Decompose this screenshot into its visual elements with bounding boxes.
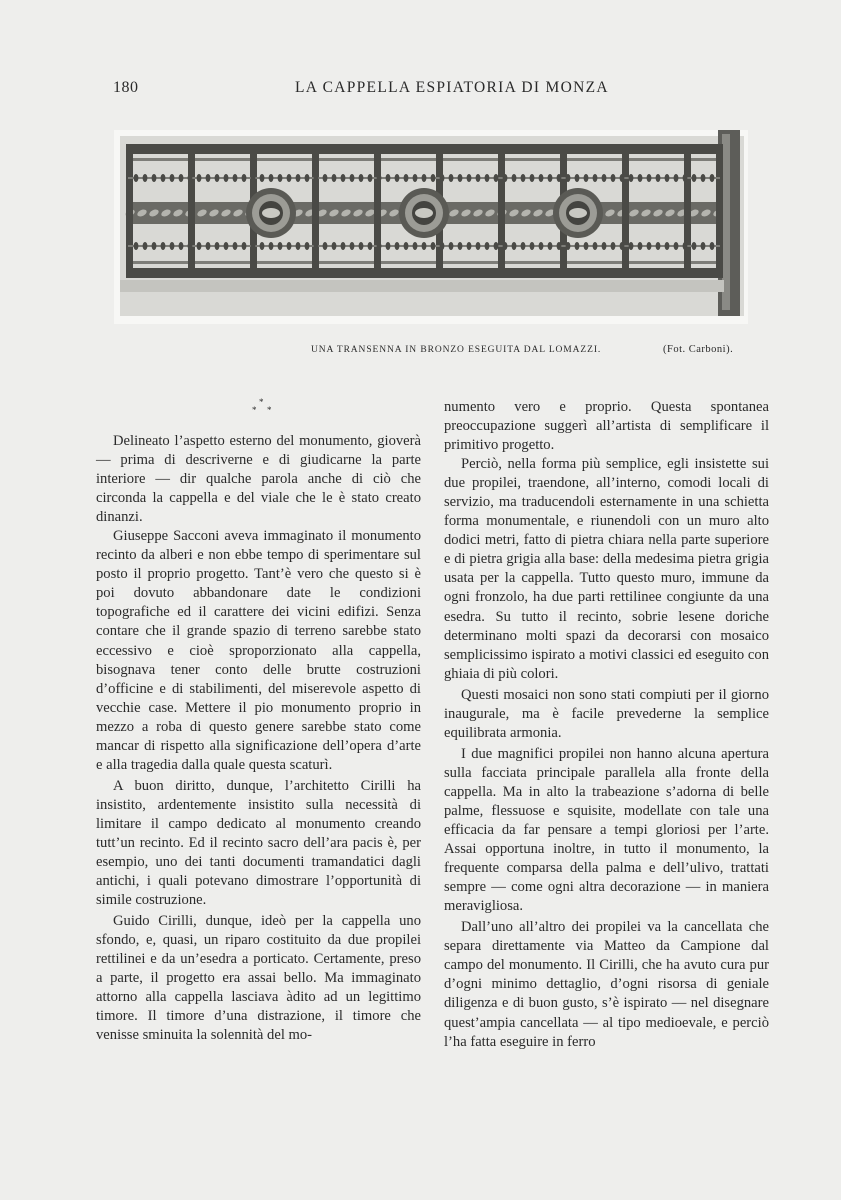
- page-number: 180: [113, 79, 139, 96]
- bead: [638, 242, 643, 250]
- bead: [701, 242, 706, 250]
- paragraph: Guido Cirilli, dunque, ideò per la cappella uno sfondo, e, quasi, un riparo costituito da due propilei rettilinei e da un’esedra a porticato. Certamente, preso a parte, il progetto era assai bello. Ma immaginato attorno alla cappella lasciava àdito ad un legittimo timore. Il timore d’una distrazione, il timore che venisse sminuita la solennità del mo-: [96, 913, 421, 1044]
- paragraph: I due magnifici propilei non hanno alcuna apertura sulla facciata principale parallela alla fronte della cappella. Ma in alto la trabeazione s’adorna di belle palme, flessuose e squisite, modellate con tale una efficacia da far pensare a tempi gloriosi per l’arte. Assai opportuna inoltre, in tutto il monumento, la frequente comparsa della palma e dell’ulivo, trattati sempre — come ogni altra decorazione — in maniera meravigliosa.: [444, 745, 769, 915]
- bead: [233, 242, 238, 250]
- bead: [341, 174, 346, 182]
- bead: [647, 174, 652, 182]
- bead: [629, 174, 634, 182]
- bead: [503, 174, 508, 182]
- bead: [197, 242, 202, 250]
- bead: [206, 174, 211, 182]
- bead: [476, 174, 481, 182]
- bead: [611, 242, 616, 250]
- medallion-cartouche: [262, 208, 280, 218]
- bead: [377, 242, 382, 250]
- bead: [323, 242, 328, 250]
- bead: [530, 174, 535, 182]
- bead: [566, 174, 571, 182]
- bead: [152, 174, 157, 182]
- bead: [638, 174, 643, 182]
- bottom-rail: [126, 268, 722, 278]
- bead: [251, 242, 256, 250]
- bead: [341, 242, 346, 250]
- bead: [197, 174, 202, 182]
- floor-step: [120, 280, 724, 292]
- bead: [674, 174, 679, 182]
- bead: [305, 174, 310, 182]
- bead: [215, 242, 220, 250]
- bead: [521, 242, 526, 250]
- bronze-screen-photograph: [114, 130, 748, 324]
- bead: [224, 242, 229, 250]
- bead: [170, 242, 175, 250]
- bead: [179, 242, 184, 250]
- bead: [692, 174, 697, 182]
- grille-post: [622, 144, 629, 278]
- bead: [242, 174, 247, 182]
- bead: [710, 242, 715, 250]
- bead: [494, 174, 499, 182]
- bead: [584, 174, 589, 182]
- bead: [512, 174, 517, 182]
- bead: [692, 242, 697, 250]
- bead: [485, 242, 490, 250]
- paragraph: Dall’uno all’altro dei propilei va la cancellata che separa direttamente via Matteo da Campione dal campo del monumento. Il Cirilli, che ha avuto cura pur d’ogni minimo dettaglio, d’ogni risorsa di geniale diligenza e di buon gusto, s’è ispirato — nel disegnare quest’ampia cancellata — al tipo medioevale, e perciò l’ha fatta eseguire in ferro: [444, 919, 769, 1050]
- bead: [260, 174, 265, 182]
- bead: [683, 242, 688, 250]
- bead: [386, 174, 391, 182]
- bead: [152, 242, 157, 250]
- bead: [269, 174, 274, 182]
- medallion-cartouche: [415, 208, 433, 218]
- bead: [458, 242, 463, 250]
- bead: [188, 242, 193, 250]
- bead: [467, 174, 472, 182]
- bead: [485, 174, 490, 182]
- asterisk: *: [252, 405, 257, 415]
- bead: [440, 174, 445, 182]
- bead: [710, 174, 715, 182]
- bead: [530, 242, 535, 250]
- bead: [539, 174, 544, 182]
- photo-credit: (Fot. Carboni).: [663, 344, 734, 355]
- bead: [278, 242, 283, 250]
- bead: [656, 242, 661, 250]
- paragraph: Questi mosaici non sono stati compiuti per il giorno inaugurale, ma è facile prevederne la semplice equilibrata armonia.: [444, 686, 769, 741]
- bead: [521, 174, 526, 182]
- bead: [377, 174, 382, 182]
- grille-post: [374, 144, 381, 278]
- grille-post: [312, 144, 319, 278]
- bead: [602, 242, 607, 250]
- bead: [368, 242, 373, 250]
- bead: [557, 174, 562, 182]
- grille-post: [684, 144, 691, 278]
- medallion-cartouche: [569, 208, 587, 218]
- paragraph: Giuseppe Sacconi aveva immaginato il monumento recinto da alberi e non ebbe tempo di sperimentare sul posto il proprio progetto. Tant’è vero che questo si è poi dovuto abbandonare date le condizioni topografiche ed il carattere dei vicini edifizi. Senza contare che il grande spazio di terreno sarebbe stato eccessivo e cioè sproporzionato alla cappella, bisognava tener conto delle brutte costruzioni d’officine e di stabilimenti, del miserevole aspetto di vecchie case. Mettere il pio monumento proprio in mezzo a roba di questo genere sarebbe stato come mancar di rispetto alla significazione dell’opera d’arte e alla tragedia dalla quale questa scaturì.: [96, 528, 421, 773]
- grille-post: [716, 144, 723, 278]
- bead: [161, 242, 166, 250]
- grille-post: [126, 144, 133, 278]
- bead: [611, 174, 616, 182]
- bead: [332, 174, 337, 182]
- bead: [404, 174, 409, 182]
- bead: [422, 242, 427, 250]
- bead: [557, 242, 562, 250]
- bead: [188, 174, 193, 182]
- paragraph: A buon diritto, dunque, l’architetto Cirilli ha insistito, ardentemente insistito sulla necessità di limitare il campo dedicato al monumento creando tutt’un recinto. Ed il recinto sacro dell’ara pacis è, per esempio, uno dei tanti documenti tramandatici dagli antichi, i quali potevano dimostrare l’opportunità di simile costruzione.: [96, 777, 421, 909]
- bead: [440, 242, 445, 250]
- bead: [683, 174, 688, 182]
- bead: [575, 242, 580, 250]
- bead: [629, 242, 634, 250]
- bead: [323, 174, 328, 182]
- bead: [701, 174, 706, 182]
- bead: [665, 174, 670, 182]
- paragraph: Perciò, nella forma più semplice, egli insistette sui due propilei, traendone, all’interno, comodi locali di servizio, ma traducendoli esternamente in una schietta forma monumentale, e riunendoli con un muro alto dodici metri, fatto di pietra chiara nella parte superiore e di pietra grigia alla base: della medesima pietra grigia usata per la cappella. Tutto questo muro, immune da ogni fronzolo, ha due parti rettilinee congiunte da una esedra. Su tutto il recinto, sobrie lesene doriche determinano molti spazi da decorarsi con mosaico semplicissimo ispirato a motivi classici ed eseguito con ghiaia di più colori.: [444, 456, 769, 682]
- bead: [566, 242, 571, 250]
- bead: [413, 242, 418, 250]
- bead: [296, 174, 301, 182]
- bead: [287, 242, 292, 250]
- asterisk: *: [259, 397, 264, 407]
- bead: [449, 174, 454, 182]
- bead: [665, 242, 670, 250]
- bead: [602, 174, 607, 182]
- bead: [143, 174, 148, 182]
- right-column: [444, 398, 769, 1052]
- bead: [305, 242, 310, 250]
- bead: [404, 242, 409, 250]
- bead: [674, 242, 679, 250]
- bead: [413, 174, 418, 182]
- paragraph: numento vero e proprio. Questa spontanea preoccupazione suggerì all’artista di semplificare il primitivo progetto.: [444, 399, 769, 454]
- bead: [593, 174, 598, 182]
- bead: [359, 174, 364, 182]
- bead: [206, 242, 211, 250]
- bead: [332, 242, 337, 250]
- bead: [647, 242, 652, 250]
- asterisk: *: [267, 405, 272, 415]
- bead: [143, 242, 148, 250]
- bead: [134, 242, 139, 250]
- bead: [296, 242, 301, 250]
- bead: [656, 174, 661, 182]
- bead: [386, 242, 391, 250]
- bead: [395, 174, 400, 182]
- bead: [314, 242, 319, 250]
- bead: [170, 174, 175, 182]
- lower-rail: [126, 261, 722, 264]
- grille-post: [498, 144, 505, 278]
- bead: [503, 242, 508, 250]
- bead: [179, 174, 184, 182]
- section-break: [249, 398, 279, 420]
- bead: [260, 242, 265, 250]
- bead: [350, 174, 355, 182]
- bead: [350, 242, 355, 250]
- top-rail: [126, 144, 722, 154]
- bead: [512, 242, 517, 250]
- figure-caption: UNA TRANSENNA IN BRONZO ESEGUITA DAL LOMAZZI.: [311, 345, 602, 355]
- bead: [368, 174, 373, 182]
- bead: [431, 242, 436, 250]
- paragraph: Delineato l’aspetto esterno del monumento, gioverà — prima di descriverne e di giudicarne la parte interiore — dir qualche parola anche di ciò che circonda la cappella e del viale che le è stato creato dinanzi.: [96, 433, 421, 526]
- bead: [251, 174, 256, 182]
- bead: [575, 174, 580, 182]
- upper-rail: [126, 158, 722, 161]
- bead: [278, 174, 283, 182]
- bead: [548, 174, 553, 182]
- bead: [395, 242, 400, 250]
- bead: [422, 174, 427, 182]
- bead: [224, 174, 229, 182]
- bead: [494, 242, 499, 250]
- bead: [233, 174, 238, 182]
- bead: [359, 242, 364, 250]
- bead: [548, 242, 553, 250]
- bead: [449, 242, 454, 250]
- running-title: LA CAPPELLA ESPIATORIA DI MONZA: [295, 79, 609, 96]
- bead: [593, 242, 598, 250]
- bead: [458, 174, 463, 182]
- left-column: [96, 432, 421, 1046]
- bead: [431, 174, 436, 182]
- bead: [314, 174, 319, 182]
- bead: [215, 174, 220, 182]
- bead: [134, 174, 139, 182]
- bead: [620, 242, 625, 250]
- bead: [584, 242, 589, 250]
- grille-post: [188, 144, 195, 278]
- bead: [467, 242, 472, 250]
- bead: [620, 174, 625, 182]
- bead: [269, 242, 274, 250]
- bead: [287, 174, 292, 182]
- bead: [476, 242, 481, 250]
- bead: [539, 242, 544, 250]
- bead: [242, 242, 247, 250]
- bead: [161, 174, 166, 182]
